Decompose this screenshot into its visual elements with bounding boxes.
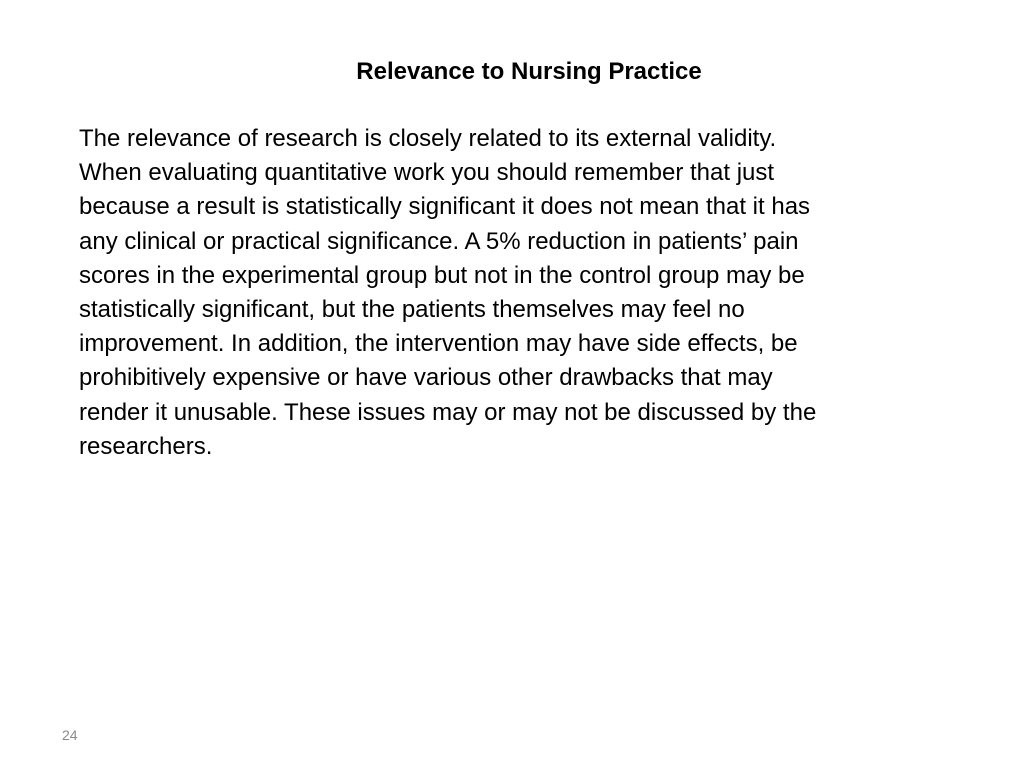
body-line: scores in the experimental group but not in the control group may be [79, 261, 805, 289]
body-line: improvement. In addition, the intervention may have side effects, be [79, 330, 798, 358]
body-line: When evaluating quantitative work you should remember that just [79, 159, 775, 187]
slide-body-text [79, 122, 959, 464]
body-line: statistically significant, but the patients themselves may feel no [79, 296, 745, 324]
slide-number: 24 [62, 727, 78, 743]
body-line: render it unusable. These issues may or may not be discussed by the [79, 398, 817, 426]
body-line: researchers. [79, 432, 213, 460]
body-line: any clinical or practical significance. A 5% reduction in patients’ pain [79, 227, 799, 255]
body-line: The relevance of research is closely related to its external validity. [79, 125, 777, 152]
slide-title: Relevance to Nursing Practice [356, 58, 702, 85]
body-line: because a result is statistically significant it does not mean that it has [79, 193, 811, 221]
body-line: prohibitively expensive or have various other drawbacks that may [79, 364, 773, 392]
